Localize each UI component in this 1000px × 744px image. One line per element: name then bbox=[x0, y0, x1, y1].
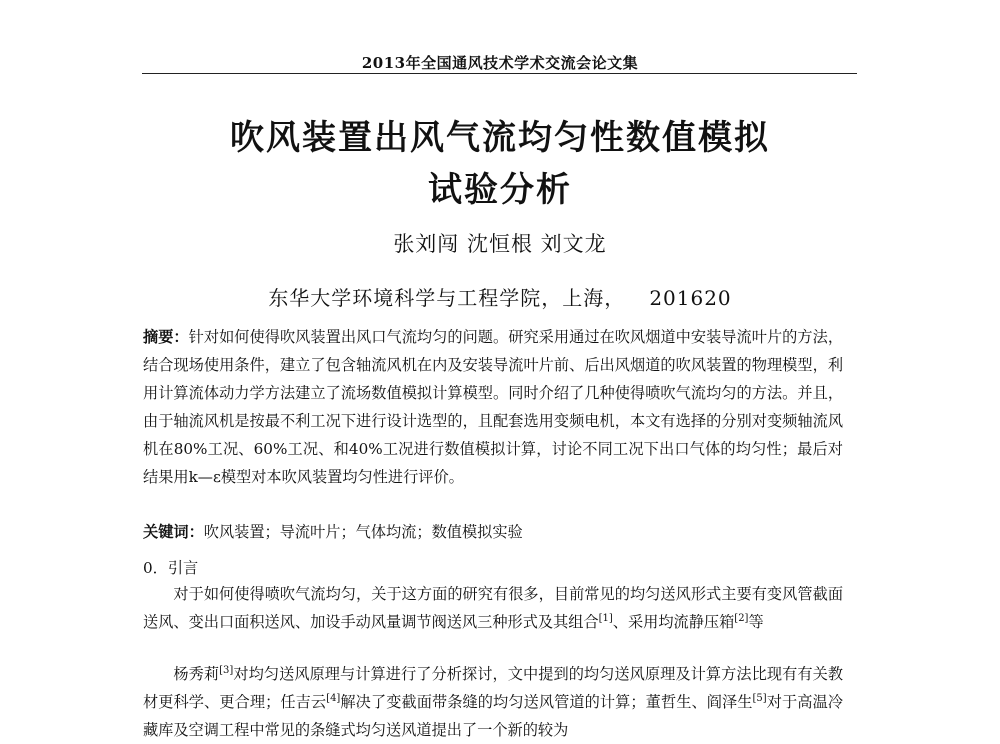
p2-text-d: 对于高温冷藏库及空调工程中常见的条缝式均匀送风道提出了一个新的较为 bbox=[143, 693, 844, 739]
abstract-text: 针对如何使得吹风装置出风口气流均匀的问题。研究采用通过在吹风烟道中安装导流叶片的方法，结合现场使用条件，建立了包含轴流风机在内及安装导流叶片前、后出风烟道的吹风装置的物理模型，利用计算流体动力学方法建立了流场数值模拟计算模型。同时介绍了几种使得喷吹气流均匀的方法。并且，由于轴流风机是按最不利工况下进行设计选型的，且配套选用变频电机，本文有选择的分别对变频轴流风机在80%工况、60%工况、和40%工况进行数值模拟计算，讨论不同工况下出口气体的均匀性；最后对结果用k—ε模型对本吹风装置均匀性进行评价。 bbox=[143, 328, 844, 486]
intro-paragraph-2 bbox=[143, 660, 843, 744]
p1-text-a: 对于如何使得喷吹气流均匀，关于这方面的研究有很多，目前常见的均匀送风形式主要有变风管截面送风、变出口面积送风、加设手动风量调节阀送风三种形式及其组合 bbox=[143, 585, 843, 631]
authors: 张刘闯 沈恒根 刘文龙 bbox=[393, 232, 607, 256]
paper-title-line-2: 试验分析 bbox=[428, 170, 572, 210]
running-head: 2013年全国通风技术学术交流会论文集 bbox=[361, 54, 639, 72]
abstract-label: 摘要： bbox=[143, 328, 189, 346]
p2-text-a: 杨秀莉 bbox=[173, 665, 220, 683]
keywords-text: 吹风装置；导流叶片；气体均流；数值模拟实验 bbox=[203, 523, 523, 541]
keywords bbox=[143, 518, 843, 546]
p2-text-b: 对均匀送风原理与计算进行了分析探讨，文中提到的均匀送风原理及计算方法比现有有关教材更科学、更合理；任吉云 bbox=[143, 665, 844, 711]
section-heading: 0．引言 bbox=[143, 559, 199, 577]
citation-4: [4] bbox=[326, 693, 341, 704]
intro-paragraph-1 bbox=[143, 580, 843, 636]
p2-text-c: 解决了变截面带条缝的均匀送风管道的计算；董哲生、阎泽生 bbox=[340, 693, 753, 711]
p1-text-b: 、采用均流静压箱 bbox=[612, 613, 735, 631]
citation-5: [5] bbox=[752, 693, 767, 704]
keywords-label: 关键词： bbox=[143, 523, 204, 541]
citation-2: [2] bbox=[734, 613, 749, 624]
abstract bbox=[143, 323, 843, 491]
header-rule bbox=[142, 73, 857, 74]
citation-1: [1] bbox=[598, 613, 613, 624]
affiliation-text: 东华大学环境科学与工程学院，上海， bbox=[268, 286, 626, 310]
citation-3: [3] bbox=[219, 665, 234, 676]
affiliation bbox=[0, 282, 1000, 311]
p1-text-c: 等 bbox=[748, 613, 764, 631]
paper-title-line-1: 吹风装置出风气流均匀性数值模拟 bbox=[230, 118, 770, 158]
postcode: 201620 bbox=[649, 286, 732, 310]
